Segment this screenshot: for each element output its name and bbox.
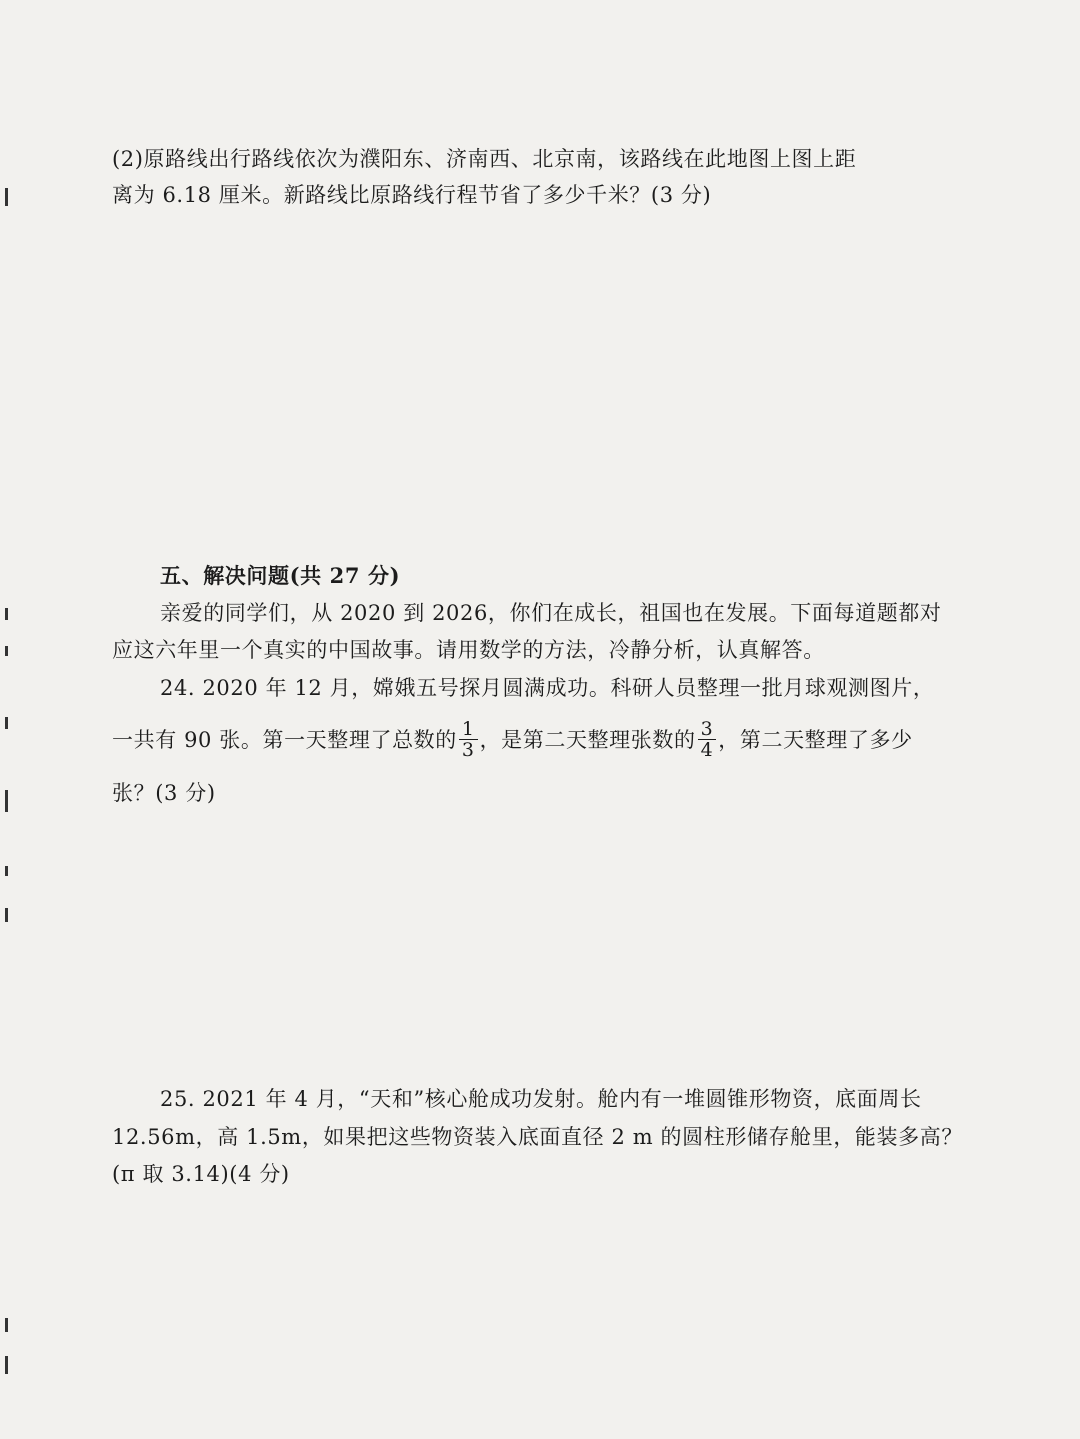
section-heading: 五、解决问题(共 27 分)	[160, 563, 401, 588]
binding-edge-mark	[5, 790, 8, 812]
fraction-denominator: 3	[461, 739, 475, 761]
q25-line1: 25. 2021 年 4 月，“天和”核心舱成功发射。舱内有一堆圆锥形物资，底面周长	[160, 1087, 922, 1111]
binding-edge-mark	[5, 188, 8, 206]
binding-edge-mark	[5, 608, 8, 620]
q25-line2: 12.56m，高 1.5m，如果把这些物资装入底面直径 2 m 的圆柱形储存舱里，能装多高？	[112, 1125, 963, 1149]
binding-edge-mark	[5, 717, 8, 729]
binding-edge-mark	[5, 1356, 8, 1374]
q23-part2-line2: 离为 6.18 厘米。新路线比原路线行程节省了多少千米？(3 分)	[112, 183, 712, 207]
section-intro-line1: 亲爱的同学们，从 2020 到 2026，你们在成长，祖国也在发展。下面每道题都对	[160, 601, 942, 625]
q24-line2	[112, 718, 913, 762]
binding-edge-mark	[5, 1318, 8, 1332]
q24-line3: 张？(3 分)	[112, 781, 216, 805]
q24-line2-text-b: ，是第二天整理张数的	[479, 728, 696, 752]
binding-edge-mark	[5, 866, 8, 876]
section-intro-line2: 应这六年里一个真实的中国故事。请用数学的方法，冷静分析，认真解答。	[112, 638, 825, 662]
fraction-three-fourths	[698, 719, 717, 760]
q25-line3: (π 取 3.14)(4 分)	[112, 1162, 290, 1186]
q24-line1: 24. 2020 年 12 月，嫦娥五号探月圆满成功。科研人员整理一批月球观测图片，	[160, 676, 935, 700]
fraction-denominator: 4	[700, 739, 714, 761]
q23-part2-line1: (2)原路线出行路线依次为濮阳东、济南西、北京南，该路线在此地图上图上距	[112, 147, 857, 171]
binding-edge-mark	[5, 646, 8, 656]
binding-edge-mark	[5, 908, 8, 922]
fraction-one-third	[459, 719, 478, 760]
fraction-numerator: 1	[459, 719, 478, 740]
q24-line2-text-c: ，第二天整理了多少	[718, 728, 913, 752]
q24-line2-text-a: 一共有 90 张。第一天整理了总数的	[112, 728, 457, 752]
fraction-numerator: 3	[698, 719, 717, 740]
